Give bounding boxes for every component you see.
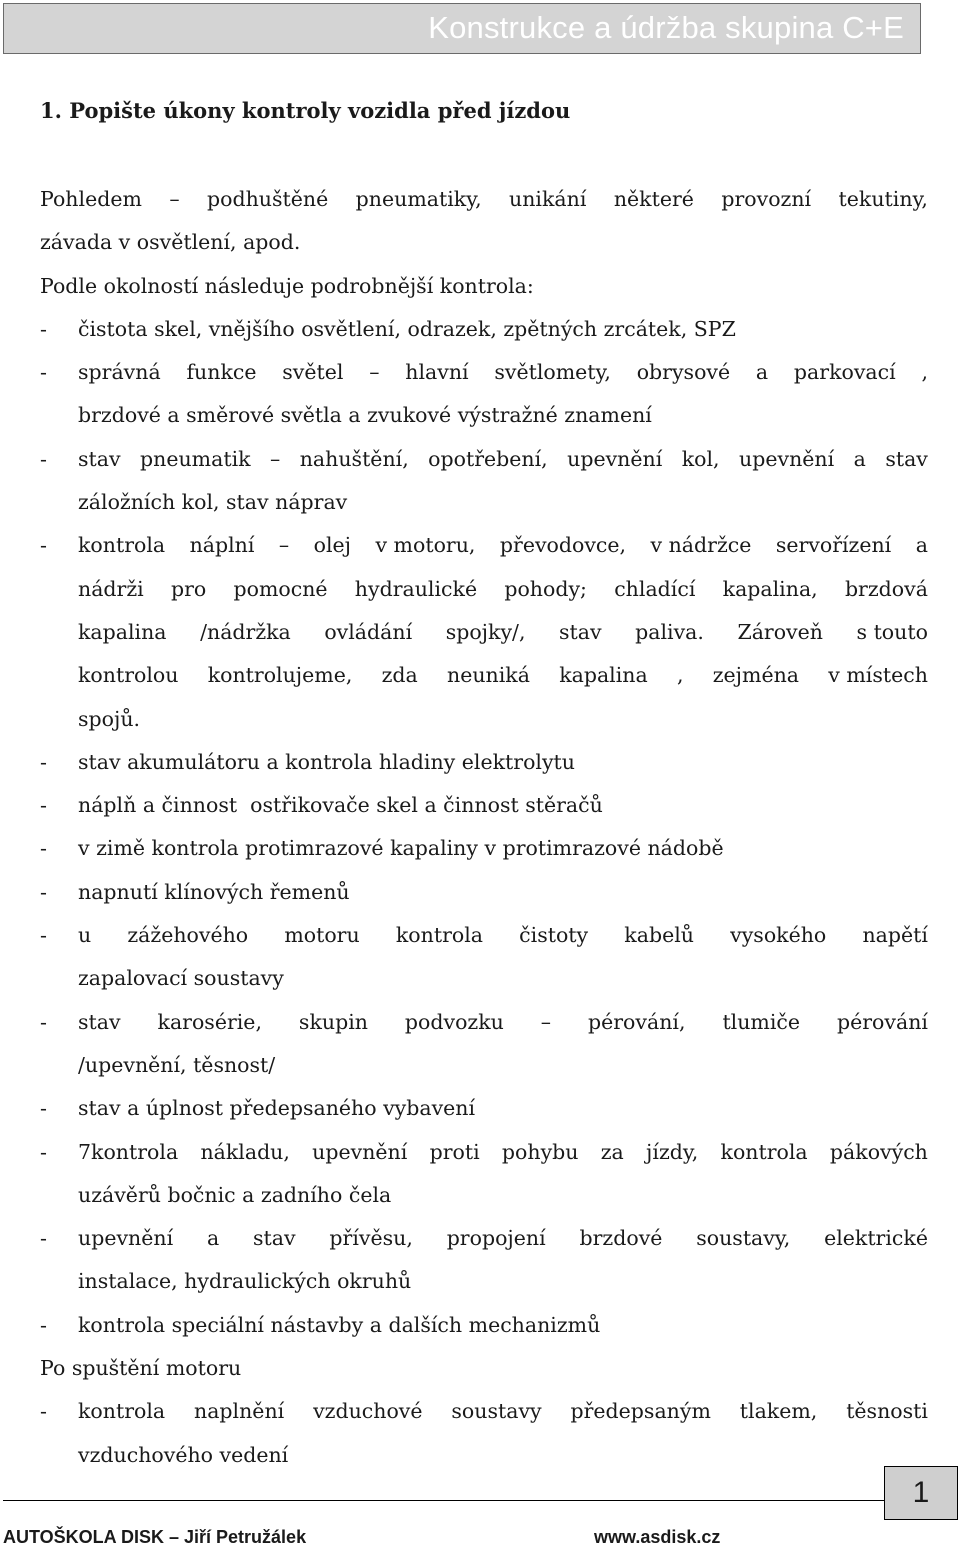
- word: pro: [170, 576, 207, 601]
- list-item-continuation: [40, 481, 928, 524]
- word: a: [206, 1226, 220, 1251]
- word: ,: [921, 360, 928, 385]
- bullet-dash: -: [40, 749, 47, 774]
- list-item: [40, 524, 928, 567]
- word: stav: [253, 1226, 296, 1251]
- word: upevnění: [739, 446, 835, 471]
- line-text: v zimě kontrola protimrazové kapaliny v protimrazové nádobě: [78, 836, 724, 861]
- word: pneumatik: [140, 446, 251, 471]
- list-item-continuation: [40, 698, 928, 741]
- word: upevnění: [78, 1226, 174, 1251]
- line-text: Podle okolností následuje podrobnější kontrola:: [40, 273, 534, 298]
- word: tekutiny,: [838, 187, 928, 211]
- word: –: [169, 187, 180, 211]
- word: unikání: [509, 187, 587, 211]
- word: pérování: [837, 1009, 928, 1034]
- word: světlomety,: [494, 360, 611, 385]
- word: stav: [559, 619, 602, 644]
- word: kapalina: [78, 619, 167, 644]
- word: těsnosti: [846, 1399, 928, 1424]
- list-item-continuation: [40, 1044, 928, 1087]
- paragraph-line: [40, 221, 928, 264]
- list-item: [40, 1304, 928, 1347]
- word: kabelů: [624, 923, 694, 948]
- list-item: [40, 741, 928, 784]
- line-text: vzduchového vedení: [78, 1442, 289, 1467]
- word: karosérie,: [157, 1009, 262, 1034]
- section-heading: 1. Popište úkony kontroly vozidla před jízdou: [40, 98, 571, 123]
- word: podvozku: [404, 1009, 504, 1034]
- list-item-continuation: [40, 568, 928, 611]
- word: napětí: [862, 923, 928, 948]
- bullet-dash: -: [40, 793, 47, 818]
- word: /nádržka: [200, 619, 291, 644]
- line-text: spojů.: [78, 706, 141, 731]
- word: naplnění: [194, 1399, 285, 1424]
- line-text: Po spuštění motoru: [40, 1356, 242, 1381]
- word: pohybu: [501, 1139, 579, 1164]
- bullet-dash: -: [40, 923, 47, 948]
- list-item: [40, 1217, 928, 1260]
- word: proti: [429, 1139, 480, 1164]
- word: kapalina,: [722, 576, 818, 601]
- word: propojení: [446, 1226, 546, 1251]
- word: pérování,: [588, 1009, 686, 1034]
- word: nahuštění,: [299, 446, 409, 471]
- line-text: instalace, hydraulických okruhů: [78, 1269, 412, 1294]
- bullet-dash: -: [40, 1399, 47, 1424]
- word: pneumatiky,: [355, 187, 482, 211]
- footer-website: www.asdisk.cz: [594, 1527, 721, 1547]
- word: pomocné: [233, 576, 328, 601]
- word: upevnění: [312, 1139, 408, 1164]
- word: jízdy,: [646, 1139, 699, 1164]
- word: kontrola: [720, 1139, 808, 1164]
- line-text: uzávěrů bočnic a zadního čela: [78, 1182, 392, 1207]
- list-item: [40, 1087, 928, 1130]
- word: vzduchové: [313, 1399, 423, 1424]
- word: v nádržce: [650, 533, 752, 558]
- word: brzdové: [579, 1226, 663, 1251]
- word: tlumiče: [722, 1009, 801, 1034]
- word: elektrické: [824, 1226, 928, 1251]
- page-number: 1: [884, 1466, 958, 1520]
- list-item: [40, 1131, 928, 1174]
- word: čistoty: [519, 923, 589, 948]
- word: chladící: [614, 576, 696, 601]
- paragraph-line: [40, 265, 928, 308]
- word: funkce: [186, 360, 257, 385]
- word: podhuštěné: [207, 187, 329, 211]
- word: paliva.: [635, 619, 704, 644]
- word: přívěsu,: [329, 1226, 413, 1251]
- line-text: brzdové a směrové světla a zvukové výstražné znamení: [78, 403, 652, 428]
- list-item: [40, 871, 928, 914]
- word: kol,: [681, 446, 720, 471]
- word: –: [278, 533, 290, 558]
- word: v motoru,: [375, 533, 476, 558]
- word: soustavy,: [696, 1226, 791, 1251]
- word: zejména: [712, 663, 800, 688]
- word: kontrolou: [78, 663, 179, 688]
- word: v místech: [828, 663, 928, 688]
- header-bar: [3, 3, 921, 54]
- word: předepsaným: [570, 1399, 711, 1424]
- line-text: kontrola speciální nástavby a dalších mechanizmů: [78, 1312, 601, 1337]
- list-item: [40, 1001, 928, 1044]
- word: motoru: [284, 923, 360, 948]
- word: vysokého: [730, 923, 827, 948]
- word: tlakem,: [739, 1399, 818, 1424]
- word: zda: [381, 663, 418, 688]
- bullet-dash: -: [40, 1312, 47, 1337]
- word: pákových: [829, 1139, 928, 1164]
- paragraph-line: [40, 1347, 928, 1390]
- word: pohody;: [504, 576, 587, 601]
- word: a: [915, 533, 928, 558]
- word: hydraulické: [354, 576, 478, 601]
- list-item: [40, 438, 928, 481]
- word: Pohledem: [40, 187, 142, 211]
- word: převodovce,: [499, 533, 627, 558]
- word: s touto: [856, 619, 928, 644]
- line-text: náplň a činnost ostřikovače skel a činnost stěračů: [78, 793, 603, 818]
- word: olej: [313, 533, 351, 558]
- paragraph-line: [40, 178, 928, 221]
- word: nádrži: [78, 576, 144, 601]
- list-item-continuation: [40, 1434, 928, 1477]
- list-item-continuation: [40, 1174, 928, 1217]
- word: kontrolujeme,: [207, 663, 353, 688]
- word: kapalina: [559, 663, 648, 688]
- list-item-continuation: [40, 611, 928, 654]
- word: parkovací: [793, 360, 896, 385]
- footer-divider: [3, 1500, 885, 1501]
- word: –: [369, 360, 380, 385]
- line-text: napnutí klínových řemenů: [78, 879, 350, 904]
- word: a: [755, 360, 769, 385]
- list-item: [40, 827, 928, 870]
- word: servořízení: [775, 533, 892, 558]
- list-item-continuation: [40, 654, 928, 697]
- line-text: zapalovací soustavy: [78, 966, 284, 991]
- word: správná: [78, 360, 161, 385]
- word: obrysové: [636, 360, 731, 385]
- bullet-dash: -: [40, 1139, 47, 1164]
- line-text: záložních kol, stav náprav: [78, 490, 348, 515]
- word: opotřebení,: [428, 446, 548, 471]
- word: některé: [613, 187, 694, 211]
- word: za: [600, 1139, 624, 1164]
- footer-author: AUTOŠKOLA DISK – Jiří Petružálek: [3, 1527, 307, 1547]
- bullet-dash: -: [40, 533, 47, 558]
- bullet-dash: -: [40, 836, 47, 861]
- word: stav: [78, 446, 121, 471]
- word: ovládání: [324, 619, 413, 644]
- word: kontrola: [78, 533, 166, 558]
- header-title: Konstrukce a údržba skupina C+E: [428, 10, 904, 45]
- word: kontrola: [395, 923, 483, 948]
- bullet-dash: -: [40, 446, 47, 471]
- word: ,: [676, 663, 684, 688]
- bullet-dash: -: [40, 1009, 47, 1034]
- list-item: [40, 351, 928, 394]
- document-body: [40, 178, 928, 1477]
- list-item: [40, 914, 928, 957]
- word: skupin: [298, 1009, 368, 1034]
- bullet-dash: -: [40, 360, 47, 385]
- word: kontrola: [78, 1399, 166, 1424]
- list-item: [40, 784, 928, 827]
- bullet-dash: -: [40, 1096, 47, 1121]
- word: zážehového: [127, 923, 249, 948]
- word: u: [78, 923, 92, 948]
- word: –: [540, 1009, 552, 1034]
- bullet-dash: -: [40, 1226, 47, 1251]
- word: Zároveň: [737, 619, 823, 644]
- word: nákladu,: [200, 1139, 290, 1164]
- line-text: stav akumulátoru a kontrola hladiny elektrolytu: [78, 749, 575, 774]
- word: upevnění: [567, 446, 663, 471]
- word: provozní: [721, 187, 812, 211]
- bullet-dash: -: [40, 316, 47, 341]
- word: spojky/,: [445, 619, 526, 644]
- word: –: [270, 446, 281, 471]
- list-item-continuation: [40, 394, 928, 437]
- word: náplní: [189, 533, 255, 558]
- line-text: stav a úplnost předepsaného vybavení: [78, 1096, 476, 1121]
- word: stav: [78, 1009, 121, 1034]
- word: soustavy: [451, 1399, 542, 1424]
- word: světel: [282, 360, 344, 385]
- line-text: /upevnění, těsnost/: [78, 1052, 276, 1077]
- word: stav: [885, 446, 928, 471]
- list-item-continuation: [40, 957, 928, 1000]
- list-item: [40, 308, 928, 351]
- line-text: čistota skel, vnějšího osvětlení, odrazek, zpětných zrcátek, SPZ: [78, 316, 736, 341]
- list-item-continuation: [40, 1260, 928, 1303]
- word: neuniká: [447, 663, 530, 688]
- word: brzdová: [844, 576, 928, 601]
- word: 7kontrola: [78, 1139, 179, 1164]
- list-item: [40, 1390, 928, 1433]
- word: a: [853, 446, 866, 471]
- bullet-dash: -: [40, 879, 47, 904]
- word: hlavní: [405, 360, 469, 385]
- line-text: závada v osvětlení, apod.: [40, 230, 301, 255]
